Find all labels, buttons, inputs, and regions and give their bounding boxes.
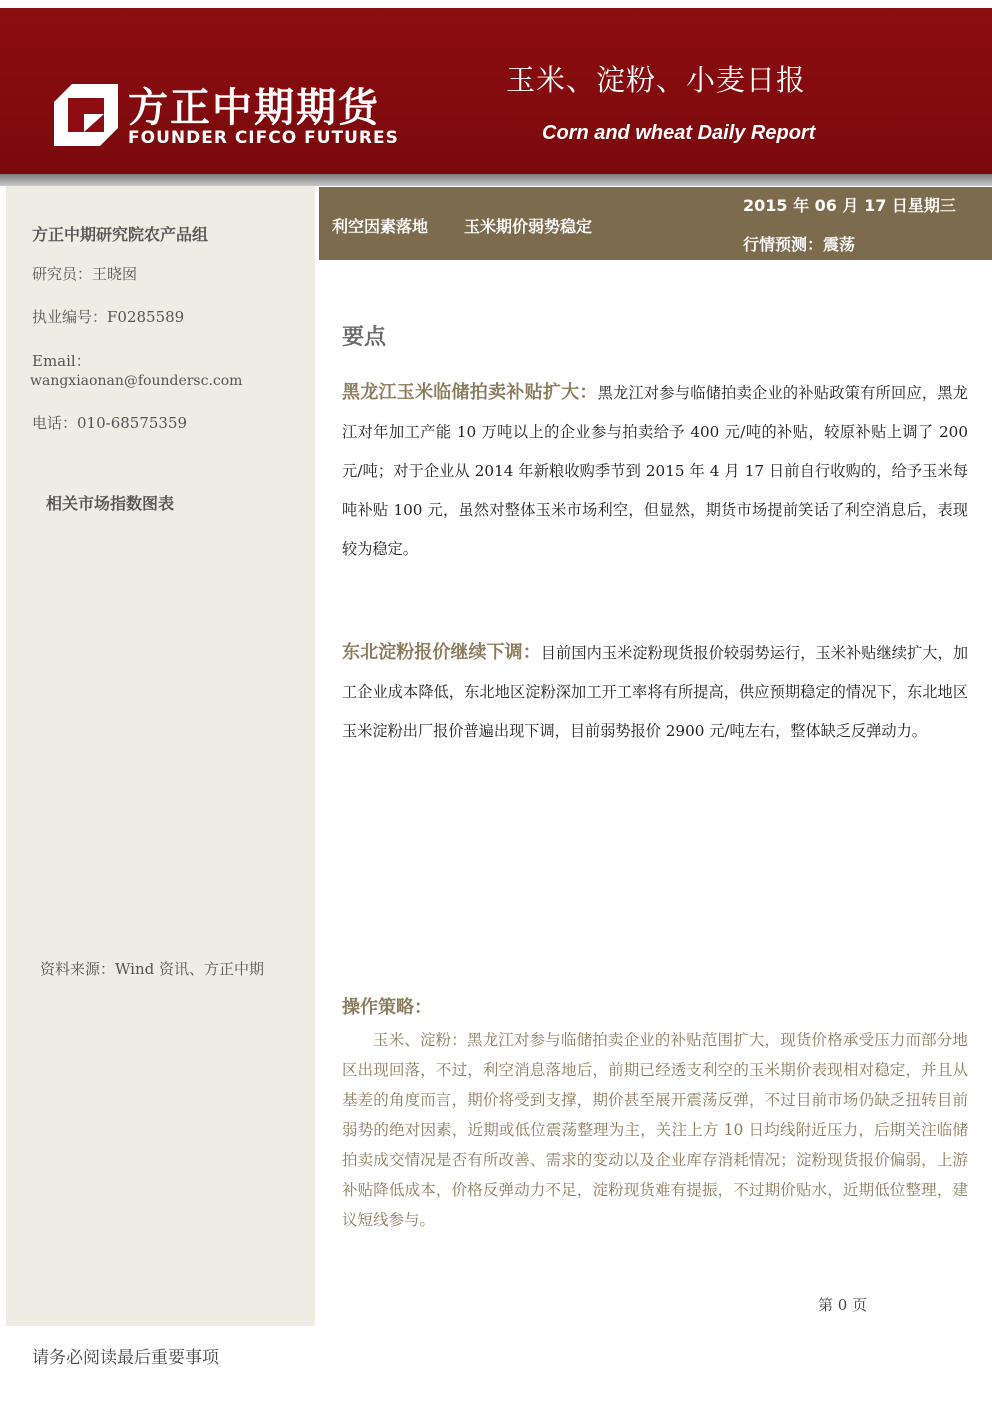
headline-part1: 利空因素落地 <box>332 217 429 236</box>
headline-part2: 玉米期价弱势稳定 <box>464 217 593 236</box>
paragraph-2-body: 目前国内玉米淀粉现货报价较弱势运行，玉米补贴继续扩大，加工企业成本降低，东北地区淀粉深加工开工率将有所提高，供应预期稳定的情况下，东北地区玉米淀粉出厂报价普遍出现下调，目前弱势报价 2900 元/吨左右，整体缺乏反弹动力。 <box>342 644 969 740</box>
paragraph-1-body: 黑龙江对参与临储拍卖企业的补贴政策有所回应，黑龙江对年加工产能 10 万吨以上的企业参与拍卖给予 400 元/吨的补贴，较原补贴上调了 200 元/吨；对于企业从 2014 年新粮收购季节到 2015 年 4 月 17 日前自行收购的，给予玉米每吨补贴 100 元，虽然对整体玉米市场利空，但显然，期货市场提前笑话了利空消息后，表现较为稳定。 <box>342 384 968 558</box>
phone-number: 电话：010-68575359 <box>32 414 188 432</box>
paragraph-2-lead: 东北淀粉报价继续下调： <box>342 642 541 663</box>
report-title-chinese: 玉米、淀粉、小麦日报 <box>506 63 807 97</box>
data-source: 资料来源：Wind 资讯、方正中期 <box>40 960 264 978</box>
key-points-title: 要点 <box>342 325 387 350</box>
key-point-paragraph-1 <box>342 373 968 569</box>
report-date: 2015 年 06 月 17 日星期三 <box>743 196 956 215</box>
disclaimer-notice: 请务必阅读最后重要事项 <box>32 1348 219 1368</box>
license-number: 执业编号：F0285589 <box>32 308 185 326</box>
email-address: wangxiaonan@foundersc.com <box>30 373 243 389</box>
charts-section-title: 相关市场指数图表 <box>46 494 175 513</box>
researcher-name: 研究员：王晓囡 <box>32 265 138 283</box>
market-forecast: 行情预测：震荡 <box>743 235 856 254</box>
page-number: 第 0 页 <box>818 1296 868 1314</box>
founder-logo-icon <box>54 84 118 146</box>
strategy-title: 操作策略： <box>342 997 432 1018</box>
report-title-english: Corn and wheat Daily Report <box>542 122 816 144</box>
research-department: 方正中期研究院农产品组 <box>32 225 209 244</box>
email-label: Email： <box>32 352 91 370</box>
paragraph-1-lead: 黑龙江玉米临储拍卖补贴扩大： <box>342 382 598 403</box>
logo-english-name: FOUNDER CIFCO FUTURES <box>128 128 399 148</box>
logo-chinese-name: 方正中期期货 <box>128 85 380 131</box>
strategy-body: 玉米、淀粉：黑龙江对参与临储拍卖企业的补贴范围扩大，现货价格承受压力而部分地区出现回落，不过，利空消息落地后，前期已经透支利空的玉米期价表现相对稳定，并且从基差的角度而言，期价将受到支撑，期价甚至展开震荡反弹，不过目前市场仍缺乏扭转目前弱势的绝对因素，近期或低位震荡整理为主，关注上方 10 日均线附近压力，后期关注临储拍卖成交情况是否有所改善、需求的变动以及企业库存消耗情况；淀粉现货报价偏弱，上游补贴降低成本，价格反弹动力不足，淀粉现货难有提振，不过期价贴水，近期低位整理，建议短线参与。 <box>342 1031 968 1229</box>
header-divider <box>0 174 992 186</box>
key-point-paragraph-2 <box>342 633 968 751</box>
